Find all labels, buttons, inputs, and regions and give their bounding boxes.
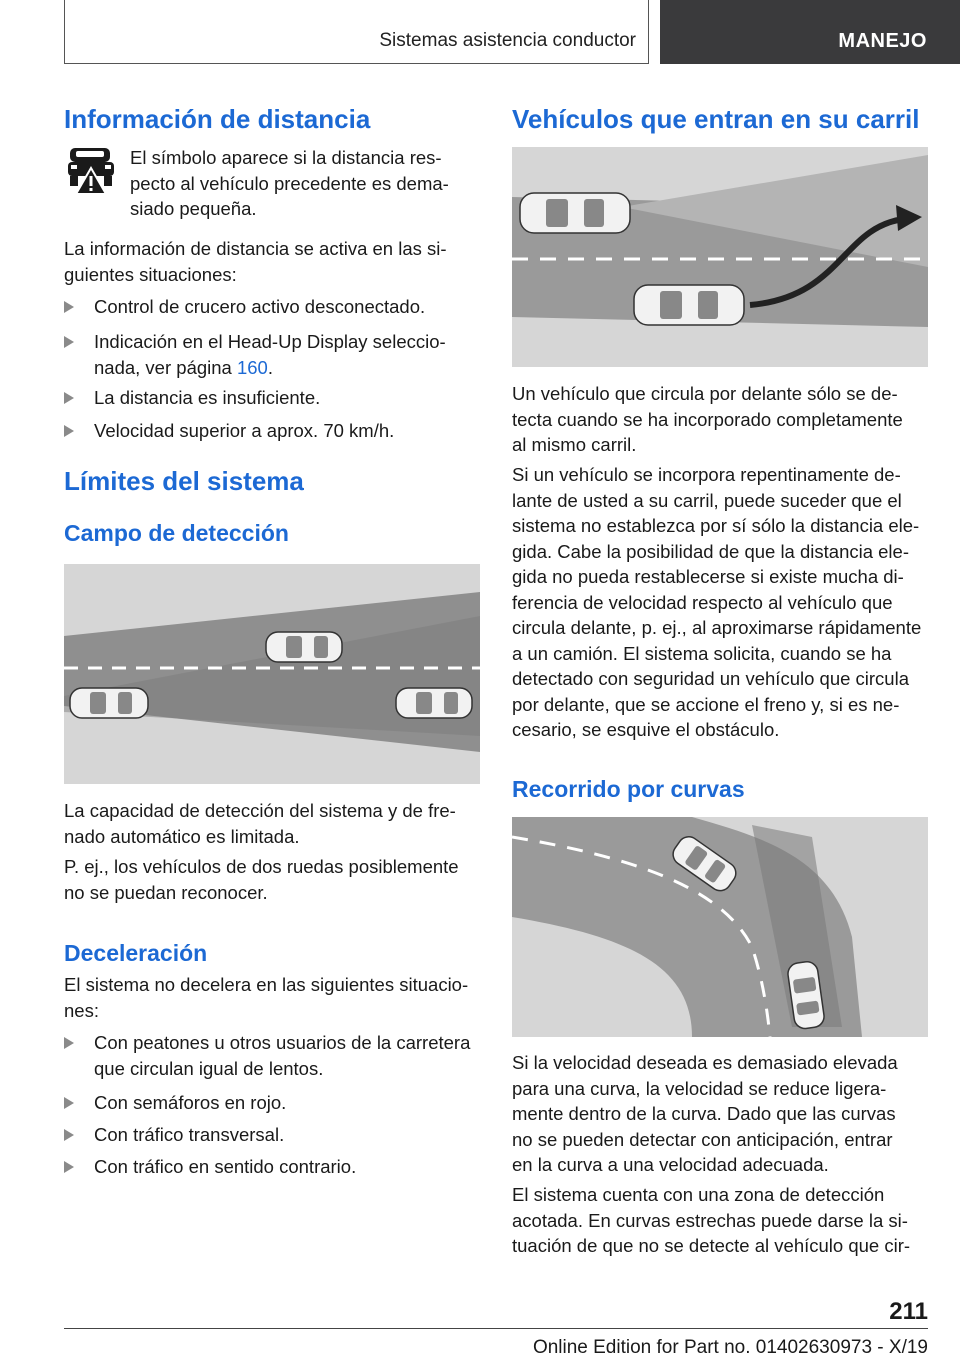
distance-intro: La información de distancia se activa en las si- guientes situaciones: [64,238,447,285]
detection-field-illustration [64,564,480,784]
car-ahead-icon [266,632,342,662]
detection-text-2: P. ej., los vehículos de dos ruedas posiblemente no se puedan reconocer. [64,856,459,903]
bullet-triangle-icon [64,1129,74,1141]
footer-divider [64,1328,928,1329]
car-front-icon [396,688,472,718]
page-number: 211 [889,1298,928,1325]
page-link-160[interactable]: 160 [236,356,268,378]
bullet-triangle-icon [64,301,74,313]
cut-in-text-1: Un vehículo que circula por delante sólo se de- tecta cuando se ha incorporado completamente al mismo carril. [512,383,903,455]
heading-curves: Recorrido por curvas [512,776,745,802]
bullet-triangle-icon [64,392,74,404]
heading-distance-info: Información de distancia [64,104,371,134]
bullet-triangle-icon [64,336,74,348]
bullet-triangle-icon [64,1037,74,1049]
detection-text-1: La capacidad de detección del sistema y de fre- nado automático es limitada. [64,800,456,847]
bullet-triangle-icon [64,425,74,437]
edition-footer: Online Edition for Part no. 01402630973 - X/19 [532,1337,928,1358]
cut-in-text-2: Si un vehículo se incorpora repentinamente de- lante de usted a su carril, puede suceder que el sistema no establezca por sí sólo la distancia ele- gida. Cabe la posibilidad de que la distancia ele- gida no pueda restablecerse si existe mucha di- ferencia de velocidad respecto al vehículo que circula delante, p. ej., al aproximarse rápidamente a un camión. El sistema solicita, cuando se ha detectado con seguridad un vehículo que circula por delante, que se accione el freno y, si es ne- cesario, se esquive el obstáculo. [512,464,922,740]
curve-illustration [512,817,928,1037]
heading-system-limits: Límites del sistema [64,466,304,496]
distance-warning-icon [66,146,116,196]
chapter-tab [660,0,960,64]
section-title: Sistemas asistencia conductor [379,30,636,51]
chapter-title: MANEJO [838,30,927,52]
cutting-in-car-icon [634,285,744,325]
symbol-description: El símbolo aparece si la distancia res- pecto al vehículo precedente es dema- siado pequeña. [130,147,449,219]
own-car-icon [70,688,148,718]
cut-in-illustration [512,147,928,367]
bullet-triangle-icon [64,1161,74,1173]
curves-text-2: El sistema cuenta con una zona de detección acotada. En curvas estrechas puede darse la si- tuación de que no se detecte al vehículo que cir- [512,1184,911,1256]
heading-detection-field: Campo de detección [64,520,289,546]
curves-text-1: Si la velocidad deseada es demasiado elevada para una curva, la velocidad se reduce ligera- mente dentro de la curva. Dado que las curvas no se pueden detectar con anticipación, entrar en la curva a una velocidad adecuada. [512,1052,898,1175]
heading-cut-in: Vehículos que entran en su carril [512,104,920,134]
car-ahead-icon [520,193,630,233]
running-header [64,0,649,64]
heading-deceleration: Deceleración [64,940,208,966]
deceleration-intro: El sistema no decelera en las siguientes situacio- nes: [64,974,469,1021]
bullet-triangle-icon [64,1097,74,1109]
